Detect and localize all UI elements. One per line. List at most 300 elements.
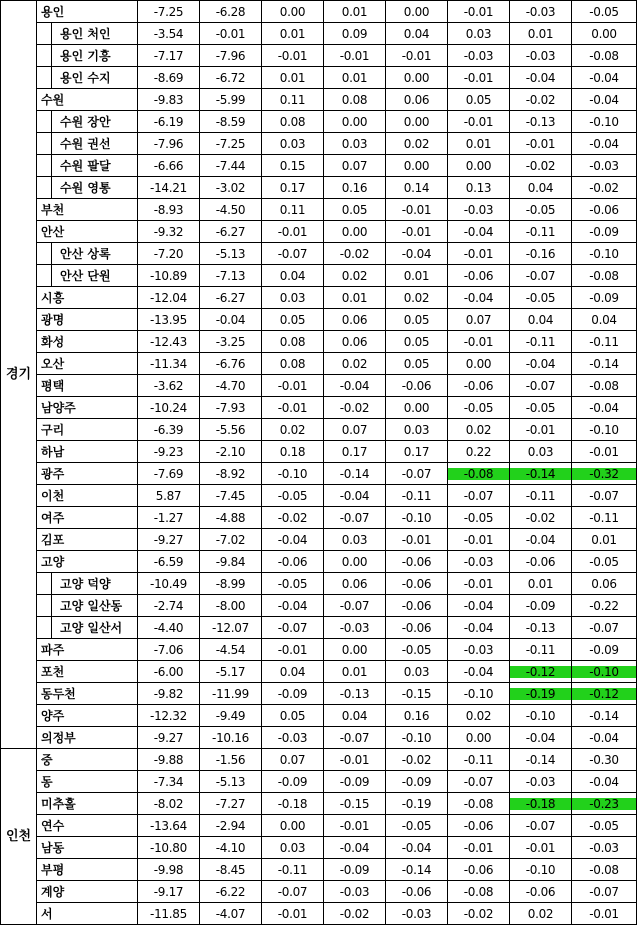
- value-cell: -0.01: [510, 837, 572, 859]
- value-cell: -6.39: [138, 419, 200, 441]
- table-row: [1, 221, 637, 243]
- value-cell: -0.03: [510, 1, 572, 23]
- highlighted-value: -0.14: [510, 468, 571, 480]
- value-cell: -0.04: [200, 309, 262, 331]
- value-cell: -8.92: [200, 463, 262, 485]
- table-row: [1, 375, 637, 397]
- value-cell: -0.11: [572, 331, 637, 353]
- value-cell: -0.04: [510, 727, 572, 749]
- district-name: 구리: [37, 419, 138, 441]
- value-cell: -0.03: [324, 617, 386, 639]
- value-cell: 0.06: [572, 573, 637, 595]
- value-cell: -4.10: [200, 837, 262, 859]
- table-row: [1, 837, 637, 859]
- value-cell: -0.04: [510, 353, 572, 375]
- value-cell: -0.04: [324, 837, 386, 859]
- district-name: 고양: [37, 551, 138, 573]
- value-cell: 0.06: [324, 309, 386, 331]
- value-cell: 0.00: [324, 551, 386, 573]
- value-cell: 0.00: [386, 397, 448, 419]
- highlighted-value: -0.23: [572, 798, 636, 810]
- value-cell: -0.05: [262, 485, 324, 507]
- value-cell: -2.94: [200, 815, 262, 837]
- value-cell: -0.10: [386, 507, 448, 529]
- district-name: 용인: [37, 1, 138, 23]
- district-name: 동: [37, 771, 138, 793]
- value-cell: [572, 463, 637, 485]
- value-cell: 0.01: [324, 661, 386, 683]
- value-cell: -0.11: [510, 639, 572, 661]
- value-cell: -0.06: [510, 881, 572, 903]
- highlighted-value: -0.32: [572, 468, 636, 480]
- value-cell: -0.01: [262, 903, 324, 925]
- value-cell: -0.04: [448, 595, 510, 617]
- value-cell: -0.07: [448, 771, 510, 793]
- subdistrict-name: 고양 일산동: [52, 595, 138, 617]
- value-cell: -0.11: [510, 485, 572, 507]
- table-row: [1, 683, 637, 705]
- value-cell: -4.54: [200, 639, 262, 661]
- value-cell: 0.01: [386, 265, 448, 287]
- value-cell: -0.09: [510, 595, 572, 617]
- table-row: [1, 881, 637, 903]
- value-cell: -0.04: [572, 89, 637, 111]
- value-cell: -6.76: [200, 353, 262, 375]
- value-cell: 0.02: [448, 705, 510, 727]
- value-cell: -4.50: [200, 199, 262, 221]
- value-cell: 0.15: [262, 155, 324, 177]
- value-cell: [510, 793, 572, 815]
- value-cell: 0.07: [324, 419, 386, 441]
- value-cell: -0.01: [262, 221, 324, 243]
- value-cell: -2.74: [138, 595, 200, 617]
- value-cell: -7.93: [200, 397, 262, 419]
- value-cell: 0.04: [262, 265, 324, 287]
- district-name: 파주: [37, 639, 138, 661]
- value-cell: 0.14: [386, 177, 448, 199]
- indent-cell: [37, 243, 52, 265]
- district-name: 양주: [37, 705, 138, 727]
- value-cell: -0.01: [448, 67, 510, 89]
- value-cell: -0.09: [324, 771, 386, 793]
- value-cell: -0.04: [448, 661, 510, 683]
- value-cell: -0.03: [572, 837, 637, 859]
- value-cell: 0.01: [324, 287, 386, 309]
- value-cell: -7.17: [138, 45, 200, 67]
- value-cell: -9.82: [138, 683, 200, 705]
- value-cell: 0.03: [386, 419, 448, 441]
- district-name: 중: [37, 749, 138, 771]
- value-cell: -7.96: [200, 45, 262, 67]
- value-cell: 0.00: [386, 67, 448, 89]
- highlighted-value: -0.08: [448, 468, 509, 480]
- district-name: 연수: [37, 815, 138, 837]
- subdistrict-name: 고양 덕양: [52, 573, 138, 595]
- value-cell: -0.06: [386, 617, 448, 639]
- value-cell: -0.10: [572, 111, 637, 133]
- value-cell: 0.16: [324, 177, 386, 199]
- value-cell: -0.03: [510, 771, 572, 793]
- value-cell: 0.16: [386, 705, 448, 727]
- value-cell: 0.03: [324, 529, 386, 551]
- district-name: 포천: [37, 661, 138, 683]
- value-cell: 0.05: [262, 705, 324, 727]
- value-cell: -0.13: [510, 617, 572, 639]
- value-cell: -9.88: [138, 749, 200, 771]
- value-cell: -9.32: [138, 221, 200, 243]
- value-cell: [510, 661, 572, 683]
- value-cell: -7.20: [138, 243, 200, 265]
- value-cell: 0.07: [324, 155, 386, 177]
- value-cell: -6.66: [138, 155, 200, 177]
- value-cell: -7.44: [200, 155, 262, 177]
- value-cell: 0.01: [510, 573, 572, 595]
- value-cell: -0.04: [386, 243, 448, 265]
- value-cell: -14.21: [138, 177, 200, 199]
- value-cell: -7.96: [138, 133, 200, 155]
- value-cell: -13.64: [138, 815, 200, 837]
- value-cell: -0.14: [386, 859, 448, 881]
- value-cell: -0.09: [262, 771, 324, 793]
- value-cell: -0.01: [386, 529, 448, 551]
- value-cell: 0.02: [324, 265, 386, 287]
- value-cell: -0.11: [262, 859, 324, 881]
- value-cell: 0.08: [262, 331, 324, 353]
- value-cell: -0.01: [510, 419, 572, 441]
- table-row: [1, 507, 637, 529]
- district-name: 평택: [37, 375, 138, 397]
- value-cell: -10.89: [138, 265, 200, 287]
- value-cell: -8.45: [200, 859, 262, 881]
- value-cell: -0.08: [572, 265, 637, 287]
- value-cell: -0.11: [572, 507, 637, 529]
- value-cell: -0.04: [572, 133, 637, 155]
- value-cell: -10.49: [138, 573, 200, 595]
- value-cell: 0.03: [262, 837, 324, 859]
- value-cell: -7.34: [138, 771, 200, 793]
- value-cell: -7.25: [138, 1, 200, 23]
- value-cell: -0.09: [262, 683, 324, 705]
- value-cell: -5.13: [200, 243, 262, 265]
- value-cell: -0.15: [386, 683, 448, 705]
- value-cell: [572, 661, 637, 683]
- value-cell: -0.02: [324, 243, 386, 265]
- value-cell: -0.02: [262, 507, 324, 529]
- value-cell: -9.83: [138, 89, 200, 111]
- value-cell: 0.01: [510, 23, 572, 45]
- value-cell: 0.05: [448, 89, 510, 111]
- value-cell: 0.02: [324, 353, 386, 375]
- value-cell: -0.16: [510, 243, 572, 265]
- value-cell: -6.27: [200, 221, 262, 243]
- value-cell: -0.10: [572, 419, 637, 441]
- subdistrict-name: 수원 영통: [52, 177, 138, 199]
- value-cell: -0.13: [324, 683, 386, 705]
- table-body: [1, 1, 637, 925]
- district-name: 화성: [37, 331, 138, 353]
- table-row: [1, 617, 637, 639]
- value-cell: -0.06: [448, 859, 510, 881]
- value-cell: 0.00: [324, 221, 386, 243]
- value-cell: -0.13: [510, 111, 572, 133]
- value-cell: 0.22: [448, 441, 510, 463]
- value-cell: 0.04: [510, 309, 572, 331]
- value-cell: -0.08: [572, 45, 637, 67]
- value-cell: -7.25: [200, 133, 262, 155]
- table-row: [1, 551, 637, 573]
- value-cell: -0.07: [510, 815, 572, 837]
- value-cell: 0.00: [386, 1, 448, 23]
- value-cell: -0.01: [448, 573, 510, 595]
- table-row: [1, 771, 637, 793]
- value-cell: -0.10: [448, 683, 510, 705]
- value-cell: -0.04: [448, 221, 510, 243]
- value-cell: -4.70: [200, 375, 262, 397]
- value-cell: 0.08: [262, 353, 324, 375]
- value-cell: -0.06: [448, 265, 510, 287]
- value-cell: -9.27: [138, 727, 200, 749]
- value-cell: -0.11: [386, 485, 448, 507]
- value-cell: -0.06: [262, 551, 324, 573]
- table-row: [1, 859, 637, 881]
- value-cell: 0.00: [386, 111, 448, 133]
- highlighted-value: -0.10: [572, 666, 636, 678]
- value-cell: -0.19: [386, 793, 448, 815]
- table-row: [1, 727, 637, 749]
- indent-cell: [37, 45, 52, 67]
- value-cell: -0.01: [448, 837, 510, 859]
- value-cell: -5.17: [200, 661, 262, 683]
- subdistrict-name: 용인 수지: [52, 67, 138, 89]
- district-name: 김포: [37, 529, 138, 551]
- subdistrict-name: 용인 기흥: [52, 45, 138, 67]
- value-cell: -0.05: [510, 287, 572, 309]
- value-cell: 0.00: [448, 353, 510, 375]
- value-cell: 0.05: [386, 353, 448, 375]
- district-name: 광주: [37, 463, 138, 485]
- value-cell: -0.04: [572, 727, 637, 749]
- value-cell: -0.03: [324, 881, 386, 903]
- value-cell: -6.19: [138, 111, 200, 133]
- district-name: 여주: [37, 507, 138, 529]
- district-name: 광명: [37, 309, 138, 331]
- value-cell: -0.06: [386, 573, 448, 595]
- value-cell: -6.00: [138, 661, 200, 683]
- table-row: [1, 45, 637, 67]
- value-cell: 0.02: [510, 903, 572, 925]
- value-cell: -0.06: [386, 375, 448, 397]
- district-name: 동두천: [37, 683, 138, 705]
- table-row: [1, 23, 637, 45]
- value-cell: -0.01: [448, 1, 510, 23]
- value-cell: -0.01: [386, 199, 448, 221]
- region-label: 경기: [1, 1, 37, 749]
- indent-cell: [37, 133, 52, 155]
- subdistrict-name: 수원 권선: [52, 133, 138, 155]
- value-cell: -0.08: [572, 859, 637, 881]
- value-cell: 0.06: [324, 573, 386, 595]
- value-cell: 0.07: [448, 309, 510, 331]
- table-row: [1, 199, 637, 221]
- indent-cell: [37, 177, 52, 199]
- table-row: [1, 441, 637, 463]
- value-cell: 0.11: [262, 199, 324, 221]
- value-cell: -0.02: [510, 89, 572, 111]
- value-cell: -0.06: [572, 199, 637, 221]
- value-cell: -0.01: [448, 529, 510, 551]
- value-cell: 0.01: [324, 67, 386, 89]
- value-cell: -0.07: [510, 375, 572, 397]
- value-cell: -0.03: [386, 903, 448, 925]
- highlighted-value: -0.12: [572, 688, 636, 700]
- value-cell: -9.23: [138, 441, 200, 463]
- table-row: [1, 67, 637, 89]
- value-cell: -7.06: [138, 639, 200, 661]
- table-row: [1, 397, 637, 419]
- value-cell: 0.03: [262, 133, 324, 155]
- value-cell: 0.05: [386, 309, 448, 331]
- value-cell: -0.03: [262, 727, 324, 749]
- value-cell: 0.11: [262, 89, 324, 111]
- value-cell: [572, 793, 637, 815]
- value-cell: -0.07: [572, 617, 637, 639]
- highlighted-value: -0.19: [510, 688, 571, 700]
- value-cell: -12.43: [138, 331, 200, 353]
- value-cell: -7.69: [138, 463, 200, 485]
- value-cell: -8.69: [138, 67, 200, 89]
- value-cell: -9.17: [138, 881, 200, 903]
- value-cell: -6.27: [200, 287, 262, 309]
- value-cell: 0.02: [386, 287, 448, 309]
- value-cell: -0.02: [510, 155, 572, 177]
- value-cell: -0.07: [324, 595, 386, 617]
- value-cell: -0.07: [572, 485, 637, 507]
- table-row: [1, 595, 637, 617]
- table-row: [1, 265, 637, 287]
- value-cell: -0.01: [386, 45, 448, 67]
- value-cell: -0.03: [448, 45, 510, 67]
- table-row: [1, 243, 637, 265]
- value-cell: -0.11: [510, 331, 572, 353]
- district-name: 남양주: [37, 397, 138, 419]
- value-cell: 5.87: [138, 485, 200, 507]
- table-row: [1, 705, 637, 727]
- value-cell: -0.04: [262, 529, 324, 551]
- value-cell: 0.00: [262, 1, 324, 23]
- district-name: 의정부: [37, 727, 138, 749]
- value-cell: -11.85: [138, 903, 200, 925]
- value-cell: -0.05: [572, 1, 637, 23]
- value-cell: -0.14: [324, 463, 386, 485]
- value-cell: -0.05: [262, 573, 324, 595]
- value-cell: [572, 683, 637, 705]
- indent-cell: [37, 573, 52, 595]
- value-cell: 0.04: [262, 661, 324, 683]
- value-cell: 0.00: [572, 23, 637, 45]
- region-label: 인천: [1, 749, 37, 925]
- value-cell: -0.08: [448, 793, 510, 815]
- value-cell: -11.34: [138, 353, 200, 375]
- indent-cell: [37, 111, 52, 133]
- value-cell: -8.99: [200, 573, 262, 595]
- value-cell: -0.02: [510, 507, 572, 529]
- value-cell: -10.24: [138, 397, 200, 419]
- value-cell: -4.40: [138, 617, 200, 639]
- value-cell: -3.25: [200, 331, 262, 353]
- value-cell: -0.10: [510, 859, 572, 881]
- value-cell: -0.05: [386, 815, 448, 837]
- value-cell: 0.02: [262, 419, 324, 441]
- value-cell: -0.05: [448, 397, 510, 419]
- district-name: 부천: [37, 199, 138, 221]
- value-cell: -0.04: [572, 771, 637, 793]
- value-cell: -0.01: [200, 23, 262, 45]
- value-cell: -0.05: [572, 815, 637, 837]
- subdistrict-name: 고양 일산서: [52, 617, 138, 639]
- value-cell: -0.01: [386, 221, 448, 243]
- value-cell: -0.01: [324, 815, 386, 837]
- value-cell: -0.06: [386, 551, 448, 573]
- value-cell: -3.02: [200, 177, 262, 199]
- table-row: [1, 573, 637, 595]
- subdistrict-name: 용인 처인: [52, 23, 138, 45]
- value-cell: -0.14: [572, 705, 637, 727]
- value-cell: -0.07: [510, 265, 572, 287]
- value-cell: -0.08: [448, 881, 510, 903]
- value-cell: -0.01: [572, 441, 637, 463]
- value-cell: -12.07: [200, 617, 262, 639]
- district-name: 미추홀: [37, 793, 138, 815]
- value-cell: 0.00: [324, 111, 386, 133]
- value-cell: -6.28: [200, 1, 262, 23]
- value-cell: -0.07: [324, 727, 386, 749]
- value-cell: -0.04: [572, 67, 637, 89]
- value-cell: -6.22: [200, 881, 262, 903]
- district-name: 계양: [37, 881, 138, 903]
- value-cell: -0.09: [324, 859, 386, 881]
- value-cell: -0.09: [386, 771, 448, 793]
- value-cell: 0.01: [262, 67, 324, 89]
- table-row: [1, 1, 637, 23]
- value-cell: 0.08: [324, 89, 386, 111]
- indent-cell: [37, 617, 52, 639]
- value-cell: 0.03: [262, 287, 324, 309]
- value-cell: 0.00: [324, 639, 386, 661]
- table-row: [1, 903, 637, 925]
- table-row: [1, 111, 637, 133]
- indent-cell: [37, 23, 52, 45]
- value-cell: 0.01: [324, 1, 386, 23]
- value-cell: -0.08: [572, 375, 637, 397]
- value-cell: -0.05: [572, 551, 637, 573]
- value-cell: 0.17: [324, 441, 386, 463]
- value-cell: -0.07: [386, 463, 448, 485]
- value-cell: -0.14: [510, 749, 572, 771]
- value-cell: -0.10: [386, 727, 448, 749]
- subdistrict-name: 수원 팔달: [52, 155, 138, 177]
- value-cell: -9.27: [138, 529, 200, 551]
- district-name: 시흥: [37, 287, 138, 309]
- subdistrict-name: 수원 장안: [52, 111, 138, 133]
- district-name: 하남: [37, 441, 138, 463]
- table-row: [1, 353, 637, 375]
- table-row: [1, 463, 637, 485]
- value-cell: -4.07: [200, 903, 262, 925]
- value-cell: -1.27: [138, 507, 200, 529]
- value-cell: 0.02: [386, 133, 448, 155]
- value-cell: -0.06: [510, 551, 572, 573]
- value-cell: 0.00: [448, 155, 510, 177]
